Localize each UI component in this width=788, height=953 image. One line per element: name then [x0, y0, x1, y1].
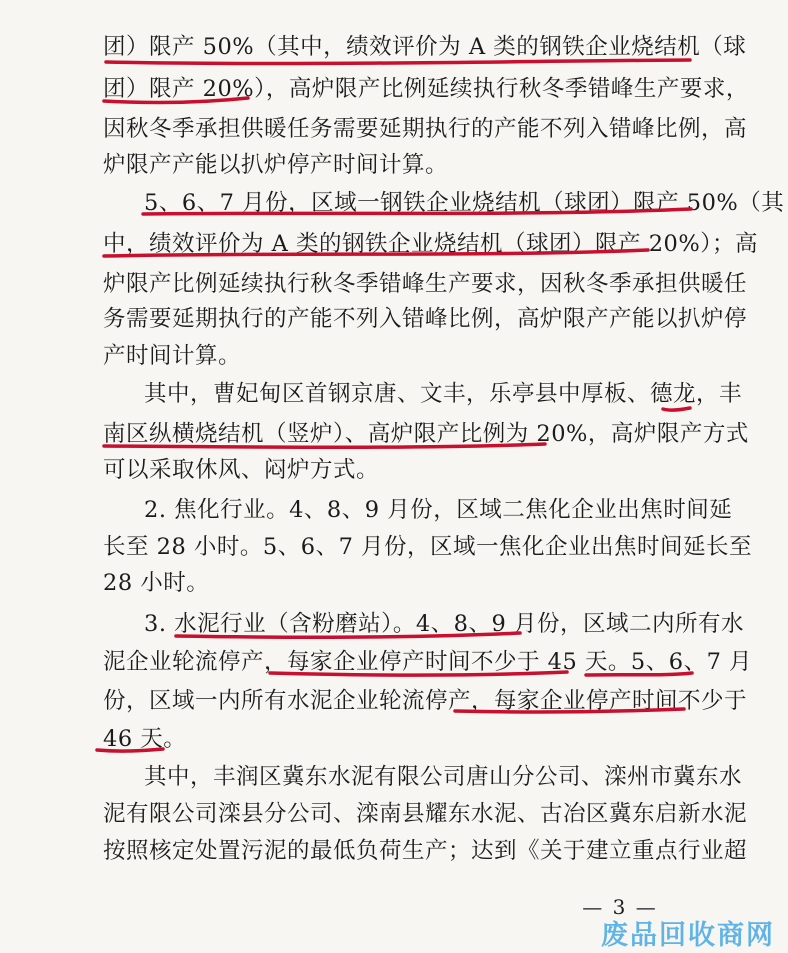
text-line-17: 泥企业轮流停产，每家企业停产时间不少于 45 天。5、6、7 月	[103, 649, 753, 675]
text-line-6: 中，绩效评价为 A 类的钢铁企业烧结机（球团）限产 20%）；高	[103, 231, 758, 257]
watermark-logo: 废品回收商网	[601, 920, 775, 951]
text-line-13: 2. 焦化行业。4、8、9 月份，区域二焦化企业出焦时间延	[144, 497, 733, 523]
text-line-5: 5、6、7 月份，区域一钢铁企业烧结机（球团）限产 50%（其	[144, 190, 785, 216]
text-line-19: 46 天。	[103, 726, 187, 752]
text-line-4: 炉限产产能以扒炉停产时间计算。	[103, 152, 449, 178]
text-line-2: 团）限产 20%），高炉限产比例延续执行秋冬季错峰生产要求，	[103, 76, 749, 102]
text-line-15: 28 小时。	[103, 570, 210, 596]
text-line-12: 可以采取休风、闷炉方式。	[103, 457, 380, 483]
text-line-18: 份，区域一内所有水泥企业轮流停产，每家企业停产时间不少于	[103, 688, 748, 714]
text-line-22: 按照核定处置污泥的最低负荷生产；达到《关于建立重点行业超	[103, 838, 748, 864]
text-line-21: 泥有限公司滦县分公司、滦南县耀东水泥、古冶区冀东启新水泥	[103, 801, 748, 827]
page-number: — 3 —	[582, 895, 658, 919]
text-line-1: 团）限产 50%（其中，绩效评价为 A 类的钢铁企业烧结机（球	[103, 34, 747, 60]
text-line-16: 3. 水泥行业（含粉磨站）。4、8、9 月份，区域二内所有水	[144, 611, 744, 637]
text-line-20: 其中，丰润区冀东水泥有限公司唐山分公司、滦州市冀东水	[144, 764, 743, 790]
text-line-10: 其中，曹妃甸区首钢京唐、文丰，乐亭县中厚板、德龙，丰	[144, 381, 743, 407]
text-line-9: 产时间计算。	[103, 343, 242, 369]
text-line-14: 长至 28 小时。5、6、7 月份，区域一焦化企业出焦时间延长至	[103, 534, 753, 560]
text-line-8: 务需要延期执行的产能不列入错峰比例，高炉限产产能以扒炉停	[103, 306, 748, 332]
text-line-3: 因秋冬季承担供暖任务需要延期执行的产能不列入错峰比例，高	[103, 116, 748, 142]
text-line-7: 炉限产比例延续执行秋冬季错峰生产要求，因秋冬季承担供暖任	[103, 271, 748, 297]
text-line-11: 南区纵横烧结机（竖炉）、高炉限产比例为 20%，高炉限产方式	[103, 421, 749, 447]
